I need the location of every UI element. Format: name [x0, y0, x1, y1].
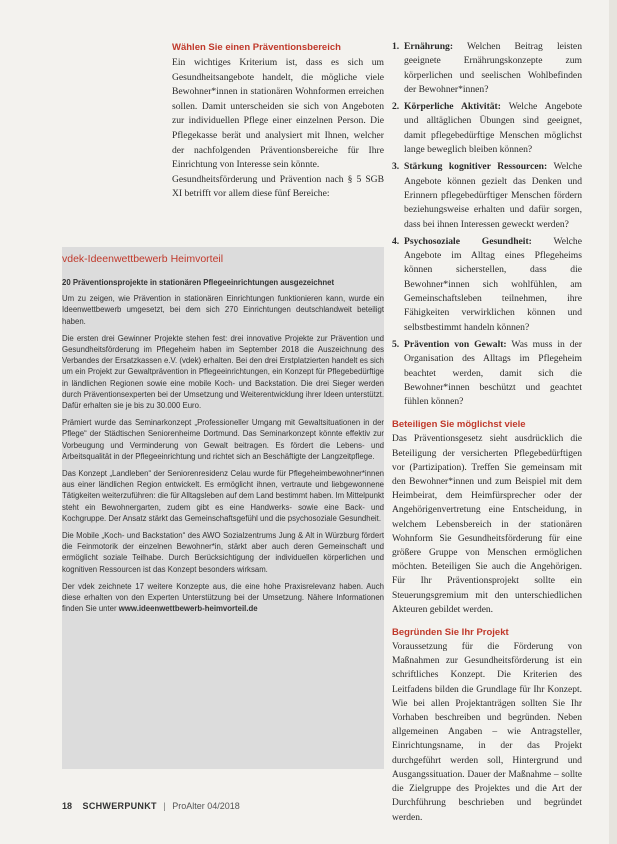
- intro-text: Ein wichtiges Kriterium ist, dass es sich um Gesundheitsangebote handelt, die mögliche viele Bewohner*innen in stationären Wohnformen erreichen sollen. Damit unterscheiden sie sich von Angeboten zur individuellen Pflege einer einzelnen Person. Die Pflegekasse berät und analysiert mit Ihnen, welcher der nachfolgenden Präventionsbereiche für Ihre Einrichtung von Interesse sein könnte.: [172, 57, 384, 171]
- list-term: Ernährung:: [404, 41, 454, 52]
- box-paragraph: Prämiert wurde das Seminarkonzept „Professioneller Umgang mit Gewaltsituationen in der Pflege“ der Städtischen Seniorenheime Dortmund. Das Seminarkonzept könnte effektiv zur Vorbeugung und Verminderung von Gewalt beitragen. Es fördert die Lebens- und Arbeitsqualität in der Pflegeeinrichtung und richtet sich an Beschäftigte der Langzeitpflege.: [62, 418, 384, 461]
- list-text: Welche Angebote können gezielt das Denken und Erinnern pflegebedürftiger Menschen fördern beziehungsweise erhalten und dafür sorgen, dass bei ihnen Interessen geweckt werden?: [404, 161, 582, 230]
- list-number: 5.: [392, 338, 400, 350]
- list-item: [392, 235, 582, 335]
- box-title: vdek-Ideenwettbewerb Heimvorteil: [62, 253, 224, 265]
- page-edge: [609, 0, 617, 844]
- box-last-paragraph: [62, 581, 384, 615]
- list-text: Was muss in der Organisation des Alltags im Pflegeheim beachtet werden, damit sich die Bewohner*innen beschützt und geachtet fühlen können?: [404, 338, 582, 408]
- box-paragraph: Die Mobile „Koch- und Backstation“ des AWO Sozialzentrums Jung & Alt in Würzburg fördert die Feinmotorik der einzelnen Bewohner*in, stärkt aber auch deren Gemeinschaft und ermöglicht soziale Teilhabe. Durch Berücksichtigung der individuellen körperlichen und kognitiven Ressourcen ist das Konzept besonders wirksam.: [62, 531, 384, 574]
- list-text: Welchen Beitrag leisten geeignete Ernährungskonzepte zum körperlichen und seelischen Wohlbefinden der Bewohner*innen?: [404, 41, 582, 95]
- list-text: Welche Angebote im Alltag eines Pflegeheims können sicherstellen, dass die Bewohner*innen sich wohlfühlen, am Gemeinschaftsleben teilnehmen, ihre Fähigkeiten verwirklichen können und selbstbestimmt handeln können?: [404, 235, 582, 333]
- list-item: [392, 338, 582, 409]
- box-paragraph: Das Konzept „Landleben“ der Seniorenresidenz Celau wurde für Pflegeheimbewohner*innen aus einer ländlichen Region entwickelt. Es ermöglicht ihnen, vertraute und liebgewonnene Tätigkeiten weiterzuführen: die für Alltagsleben auf dem Land bestimmt haben. Im Mittelpunkt steht ein Bewohnergarten, zudem gibt es eine Handwerks- sowie eine Back- und Kochgruppe. Der Ansatz stärkt das Gemeinschaftsgefühl und die psychosoziale Gesundheit.: [62, 469, 385, 523]
- box-paragraph: Um zu zeigen, wie Prävention in stationären Einrichtungen funktionieren kann, wurde ein Ideenwettbewerb umgesetzt, bei dem sich 270 Einrichtungen deutschlandweit beteiligt haben.: [62, 294, 384, 326]
- box-last-text: Der vdek zeichnete 17 weitere Konzepte aus, die eine hohe Praxisrelevanz haben. Auch diese erhalten von den Experten Unterstützung bei der Umsetzung. Nähere Informationen finden Sie unter: [62, 581, 384, 614]
- info-box: [62, 247, 384, 769]
- page-footer: [62, 801, 362, 811]
- section-name: SCHWERPUNKT: [82, 801, 157, 811]
- footer-separator: |: [163, 801, 166, 811]
- prevention-areas-list: [392, 40, 582, 409]
- website-link[interactable]: www.ideenwettbewerb-heimvorteil.de: [118, 604, 258, 614]
- list-term: Psychosoziale Gesundheit:: [404, 235, 532, 247]
- intro-block: [172, 42, 384, 202]
- list-number: 2.: [392, 101, 400, 113]
- page-number: 18: [62, 801, 73, 811]
- intro-heading: Wählen Sie einen Präventionsbereich: [172, 42, 341, 53]
- list-item: [392, 40, 582, 97]
- intro-text-2: Gesundheitsförderung und Prävention nach § 5 SGB XI betrifft vor allem diese fünf Bereiche:: [172, 173, 384, 200]
- section-text: Voraussetzung für die Förderung von Maßnahmen zur Gesundheitsförderung ist ein schriftliches Konzept. Die Kriterien des Leitfadens bilden die Grundlage für Ihr Konzept. Wie bei allen Projektanträgen sollten Sie Ihr Vorhaben beschreiben und begründen. Neben allgemeinen Angaben – wie Antragsteller, Einrichtungsname, in der das Projekt durchgeführt werden soll, Hintergrund und Ausgangssituation. Dauer der Maßnahme – sollte die Zielgruppe des Projektes und die Art der Durchführung beschrieben und begründet werden.: [392, 642, 582, 823]
- section-text: Das Präventionsgesetz sieht ausdrücklich die Beteiligung der versicherten Pflegebedürftigen vor (Partizipation). Treffen Sie gemeinsam mit den Bewohner*innen und zum Beispiel mit dem Heimbeirat, dem Heimfürsprecher oder der Angehörigenvertretung eine Entscheidung, in welchem Lebensbereich in der stationären Wohnform Sie Gesundheitsförderung für eine größere Gruppe von Menschen ermöglichen möchten. Beteiligen Sie auch die Angehörigen. Für Ihr Präventionsprojekt sollte ein Steuerungsgremium mit den unterschiedlichen Akteuren gebildet werden.: [392, 434, 582, 615]
- section-participation: [392, 419, 582, 617]
- box-subtitle: 20 Präventionsprojekte in stationären Pflegeeinrichtungen ausgezeichnet: [62, 278, 335, 287]
- section-justification: [392, 627, 582, 825]
- magazine-issue: ProAlter 04/2018: [172, 801, 240, 811]
- list-text: Welche Angebote und alltäglichen Übungen sind geeignet, damit pflegebedürftige Menschen möglichst lange beweglich bleiben können?: [404, 101, 582, 156]
- list-term: Körperliche Aktivität:: [404, 101, 501, 113]
- list-term: Stärkung kognitiver Ressourcen:: [404, 161, 548, 173]
- list-number: 4.: [392, 235, 400, 247]
- section-heading: Beteiligen Sie möglichst viele: [392, 419, 526, 431]
- list-term: Prävention von Gewalt:: [404, 338, 507, 350]
- list-item: [392, 160, 582, 231]
- list-item: [392, 100, 582, 157]
- right-column: [392, 40, 582, 825]
- list-number: 3.: [392, 161, 400, 173]
- list-number: 1.: [392, 41, 400, 52]
- box-paragraph: Die ersten drei Gewinner Projekte stehen fest: drei innovative Projekte zur Prävention und Gesundheitsförderung im Pflegeheim haben im September 2018 die Auszeichnung des Verbandes der Ersatzkassen e.V. (vdek) erhalten. Bei den drei Erstplatzierten handelt es sich um ein Projekt zur Gewaltprävention in Pflegeeinrichtungen, ein Konzept für Pflegebedürftige in ländlichen Regionen sowie eine mobile Koch- und Backstation. Die drei Sieger werden durch Präventionsexperten bei der Umsetzung und Weiterentwicklung ihrer Ideen unterstützt. Dafür erhalten sie je bis zu 30.000 Euro.: [62, 333, 384, 411]
- box-body: [62, 277, 384, 620]
- section-heading: Begründen Sie Ihr Projekt: [392, 627, 509, 639]
